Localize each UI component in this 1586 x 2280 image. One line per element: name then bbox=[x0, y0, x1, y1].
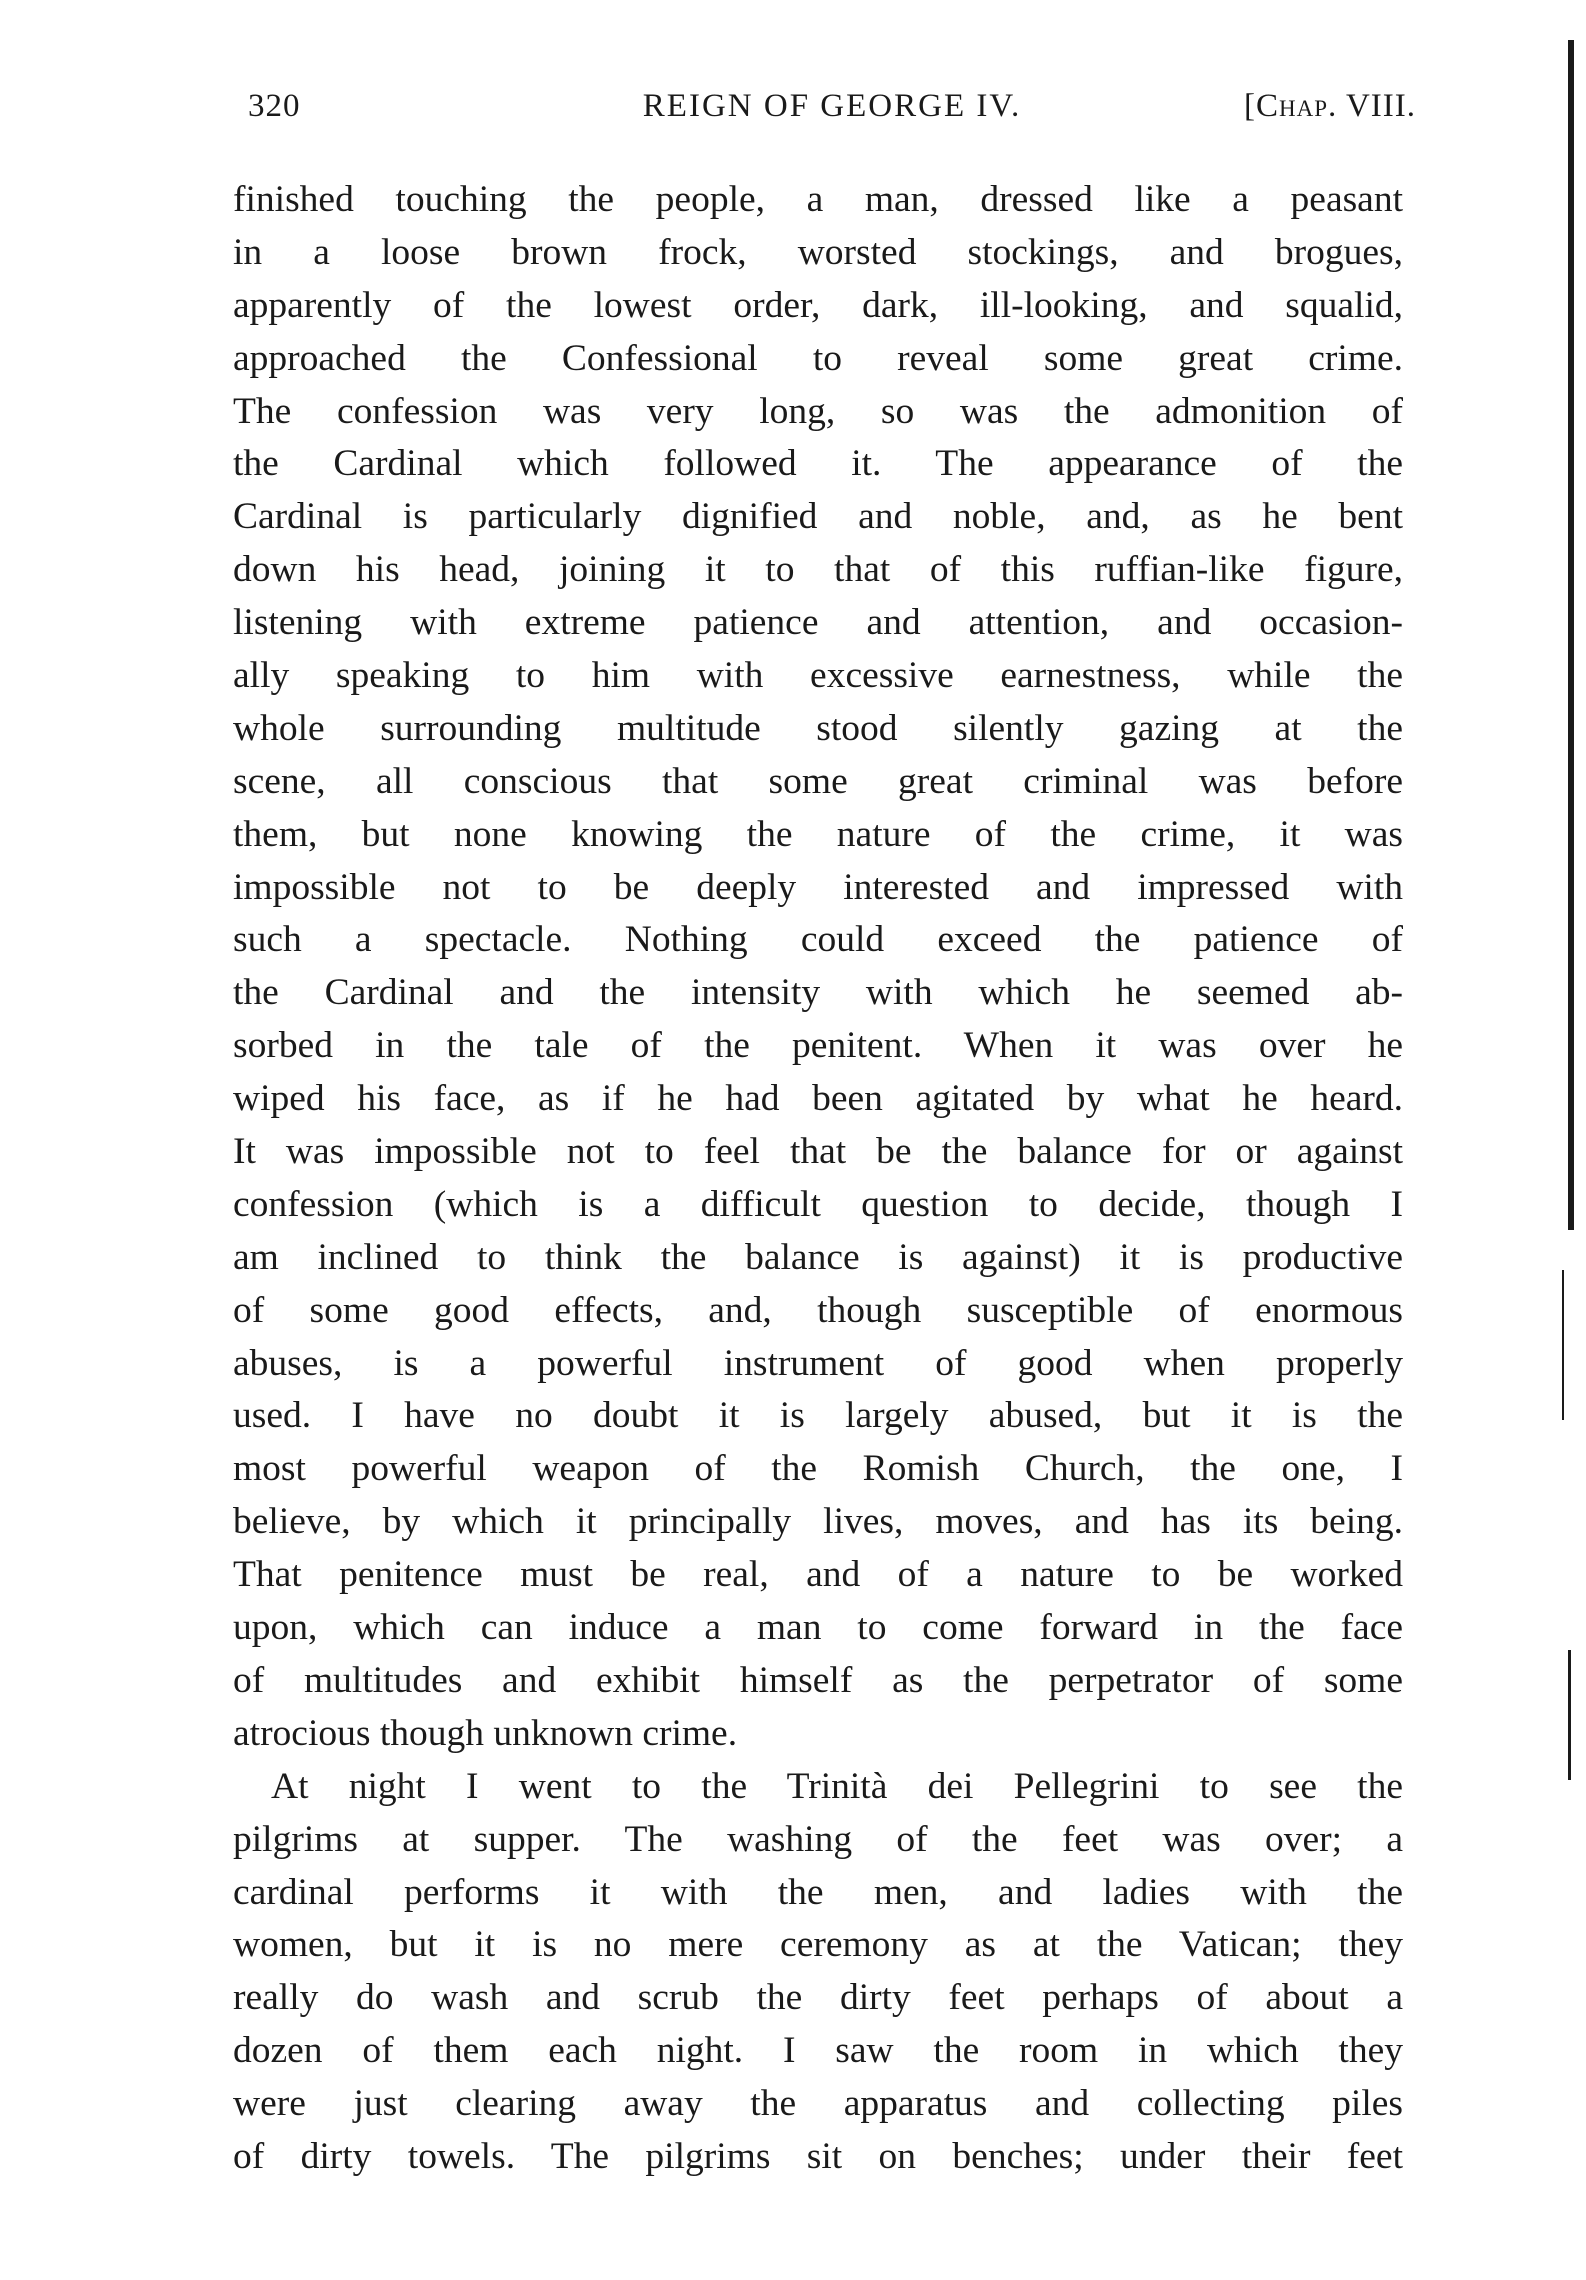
text-line: women, but it is no mere ceremony as at the Vatican; they bbox=[233, 1924, 1403, 1966]
running-title: REIGN OF GEORGE IV. bbox=[642, 88, 1022, 124]
text-line: believe, by which it principally lives, moves, and has its being. bbox=[233, 1501, 1403, 1543]
text-line: approached the Confessional to reveal some great crime. bbox=[233, 337, 1403, 379]
text-line: At night I went to the Trinità dei Pellegrini to see the bbox=[271, 1765, 1403, 1807]
text-line: It was impossible not to feel that be the balance for or against bbox=[233, 1131, 1403, 1173]
text-line: sorbed in the tale of the penitent. When it was over he bbox=[233, 1025, 1403, 1067]
text-line: of some good effects, and, though susceptible of enormous bbox=[233, 1289, 1403, 1331]
text-line: dozen of them each night. I saw the room in which they bbox=[233, 2030, 1403, 2072]
text-line: of multitudes and exhibit himself as the perpetrator of some bbox=[233, 1659, 1403, 1701]
scan-edge-mark bbox=[1562, 1270, 1564, 1420]
text-line: atrocious though unknown crime. bbox=[233, 1712, 738, 1754]
text-line: confession (which is a difficult question to decide, though I bbox=[233, 1183, 1403, 1225]
page-header bbox=[248, 88, 1416, 148]
text-line: them, but none knowing the nature of the crime, it was bbox=[233, 813, 1403, 855]
text-line: the Cardinal which followed it. The appearance of the bbox=[233, 443, 1403, 485]
text-line: used. I have no doubt it is largely abused, but it is the bbox=[233, 1395, 1403, 1437]
text-line: pilgrims at supper. The washing of the feet was over; a bbox=[233, 1818, 1403, 1860]
scan-edge-mark bbox=[1568, 40, 1574, 1230]
body-text bbox=[233, 174, 1403, 2184]
text-line: most powerful weapon of the Romish Church, the one, I bbox=[233, 1448, 1403, 1490]
text-line: were just clearing away the apparatus and collecting piles bbox=[233, 2083, 1403, 2125]
page-number: 320 bbox=[248, 88, 301, 124]
text-line: upon, which can induce a man to come forward in the face bbox=[233, 1607, 1403, 1649]
text-line: The confession was very long, so was the admonition of bbox=[233, 390, 1403, 432]
text-line: listening with extreme patience and attention, and occasion- bbox=[233, 602, 1403, 644]
text-line: the Cardinal and the intensity with which he seemed ab- bbox=[233, 972, 1403, 1014]
scan-edge-mark bbox=[1568, 1650, 1571, 1780]
text-line: down his head, joining it to that of this ruffian-like figure, bbox=[233, 549, 1403, 591]
text-line: Cardinal is particularly dignified and noble, and, as he bent bbox=[233, 496, 1403, 538]
text-line: of dirty towels. The pilgrims sit on benches; under their feet bbox=[233, 2135, 1403, 2177]
text-line: really do wash and scrub the dirty feet perhaps of about a bbox=[233, 1977, 1403, 2019]
text-line: in a loose brown frock, worsted stockings, and brogues, bbox=[233, 231, 1403, 273]
text-line: whole surrounding multitude stood silently gazing at the bbox=[233, 707, 1403, 749]
text-line: cardinal performs it with the men, and ladies with the bbox=[233, 1871, 1403, 1913]
text-line: That penitence must be real, and of a nature to be worked bbox=[233, 1554, 1403, 1596]
chapter-label: [Chap. VIII. bbox=[1244, 88, 1416, 124]
text-line: finished touching the people, a man, dressed like a peasant bbox=[233, 179, 1403, 220]
text-line: scene, all conscious that some great criminal was before bbox=[233, 760, 1403, 802]
text-line: am inclined to think the balance is against) it is productive bbox=[233, 1236, 1403, 1278]
text-line: apparently of the lowest order, dark, ill-looking, and squalid, bbox=[233, 284, 1403, 326]
text-line: impossible not to be deeply interested and impressed with bbox=[233, 866, 1403, 908]
text-line: such a spectacle. Nothing could exceed the patience of bbox=[233, 919, 1403, 961]
text-line: ally speaking to him with excessive earnestness, while the bbox=[233, 655, 1403, 697]
text-line: abuses, is a powerful instrument of good when properly bbox=[233, 1342, 1403, 1384]
text-line: wiped his face, as if he had been agitated by what he heard. bbox=[233, 1078, 1403, 1120]
